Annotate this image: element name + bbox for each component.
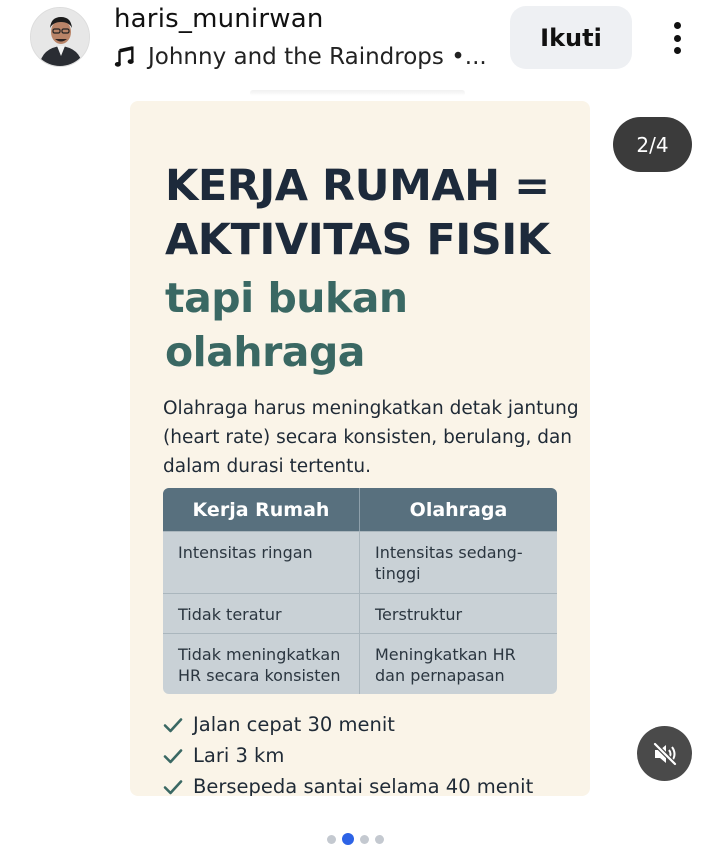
pagination-dot-active bbox=[342, 833, 354, 845]
slide-counter-badge: 2/4 bbox=[613, 117, 692, 172]
checkmark-icon bbox=[163, 746, 183, 766]
table-header bbox=[163, 488, 557, 531]
table-row bbox=[163, 633, 557, 694]
pagination-dot bbox=[327, 835, 336, 844]
music-track-label: Johnny and the Raindrops •... bbox=[148, 44, 487, 70]
column-header: Olahraga bbox=[409, 498, 508, 521]
avatar-image bbox=[31, 8, 90, 67]
more-dot bbox=[674, 47, 681, 54]
pagination-dot bbox=[375, 835, 384, 844]
music-note-icon bbox=[114, 46, 136, 68]
slide-title bbox=[165, 159, 550, 267]
table-cell: Terstruktur bbox=[375, 605, 463, 624]
more-dot bbox=[674, 22, 681, 29]
list-item bbox=[163, 709, 533, 740]
title-line-1: KERJA RUMAH = bbox=[165, 161, 550, 211]
carousel-pagination bbox=[327, 833, 384, 845]
column-header: Kerja Rumah bbox=[163, 488, 360, 531]
table-row bbox=[163, 593, 557, 633]
more-dot bbox=[674, 35, 681, 42]
example-checklist bbox=[163, 709, 533, 796]
table-cell: Meningkatkan HR dan pernapasan bbox=[375, 645, 516, 685]
volume-muted-icon bbox=[651, 740, 679, 768]
more-options-icon[interactable] bbox=[660, 18, 694, 58]
pagination-dot bbox=[360, 835, 369, 844]
list-item bbox=[163, 771, 533, 796]
list-item-label: Jalan cepat 30 menit bbox=[193, 713, 395, 736]
title-line-2: AKTIVITAS FISIK bbox=[165, 215, 550, 265]
list-item-label: Lari 3 km bbox=[193, 744, 285, 767]
mute-button[interactable] bbox=[637, 726, 692, 781]
username[interactable]: haris_munirwan bbox=[114, 4, 324, 34]
divider bbox=[250, 90, 465, 96]
checkmark-icon bbox=[163, 715, 183, 735]
slide-description: Olahraga harus meningkatkan detak jantung (heart rate) secara konsisten, berulang, dan dalam durasi tertentu. bbox=[163, 398, 579, 477]
table-cell: Intensitas ringan bbox=[163, 532, 360, 593]
table-cell: Tidak teratur bbox=[163, 594, 360, 633]
follow-button[interactable]: Ikuti bbox=[510, 6, 632, 69]
subtitle-line-1: tapi bukan bbox=[165, 274, 408, 322]
comparison-table bbox=[163, 488, 557, 694]
list-item bbox=[163, 740, 533, 771]
music-info[interactable] bbox=[114, 44, 487, 70]
slide-subtitle bbox=[165, 271, 408, 379]
list-item-label: Bersepeda santai selama 40 menit bbox=[193, 775, 534, 796]
avatar[interactable] bbox=[30, 7, 90, 67]
checkmark-icon bbox=[163, 777, 183, 797]
table-cell: Intensitas sedang-tinggi bbox=[375, 543, 523, 583]
table-cell: Tidak meningkatkan HR secara konsisten bbox=[163, 634, 360, 694]
table-row bbox=[163, 531, 557, 593]
subtitle-line-2: olahraga bbox=[165, 328, 365, 376]
post-slide[interactable] bbox=[130, 101, 590, 796]
post-header bbox=[0, 0, 715, 90]
